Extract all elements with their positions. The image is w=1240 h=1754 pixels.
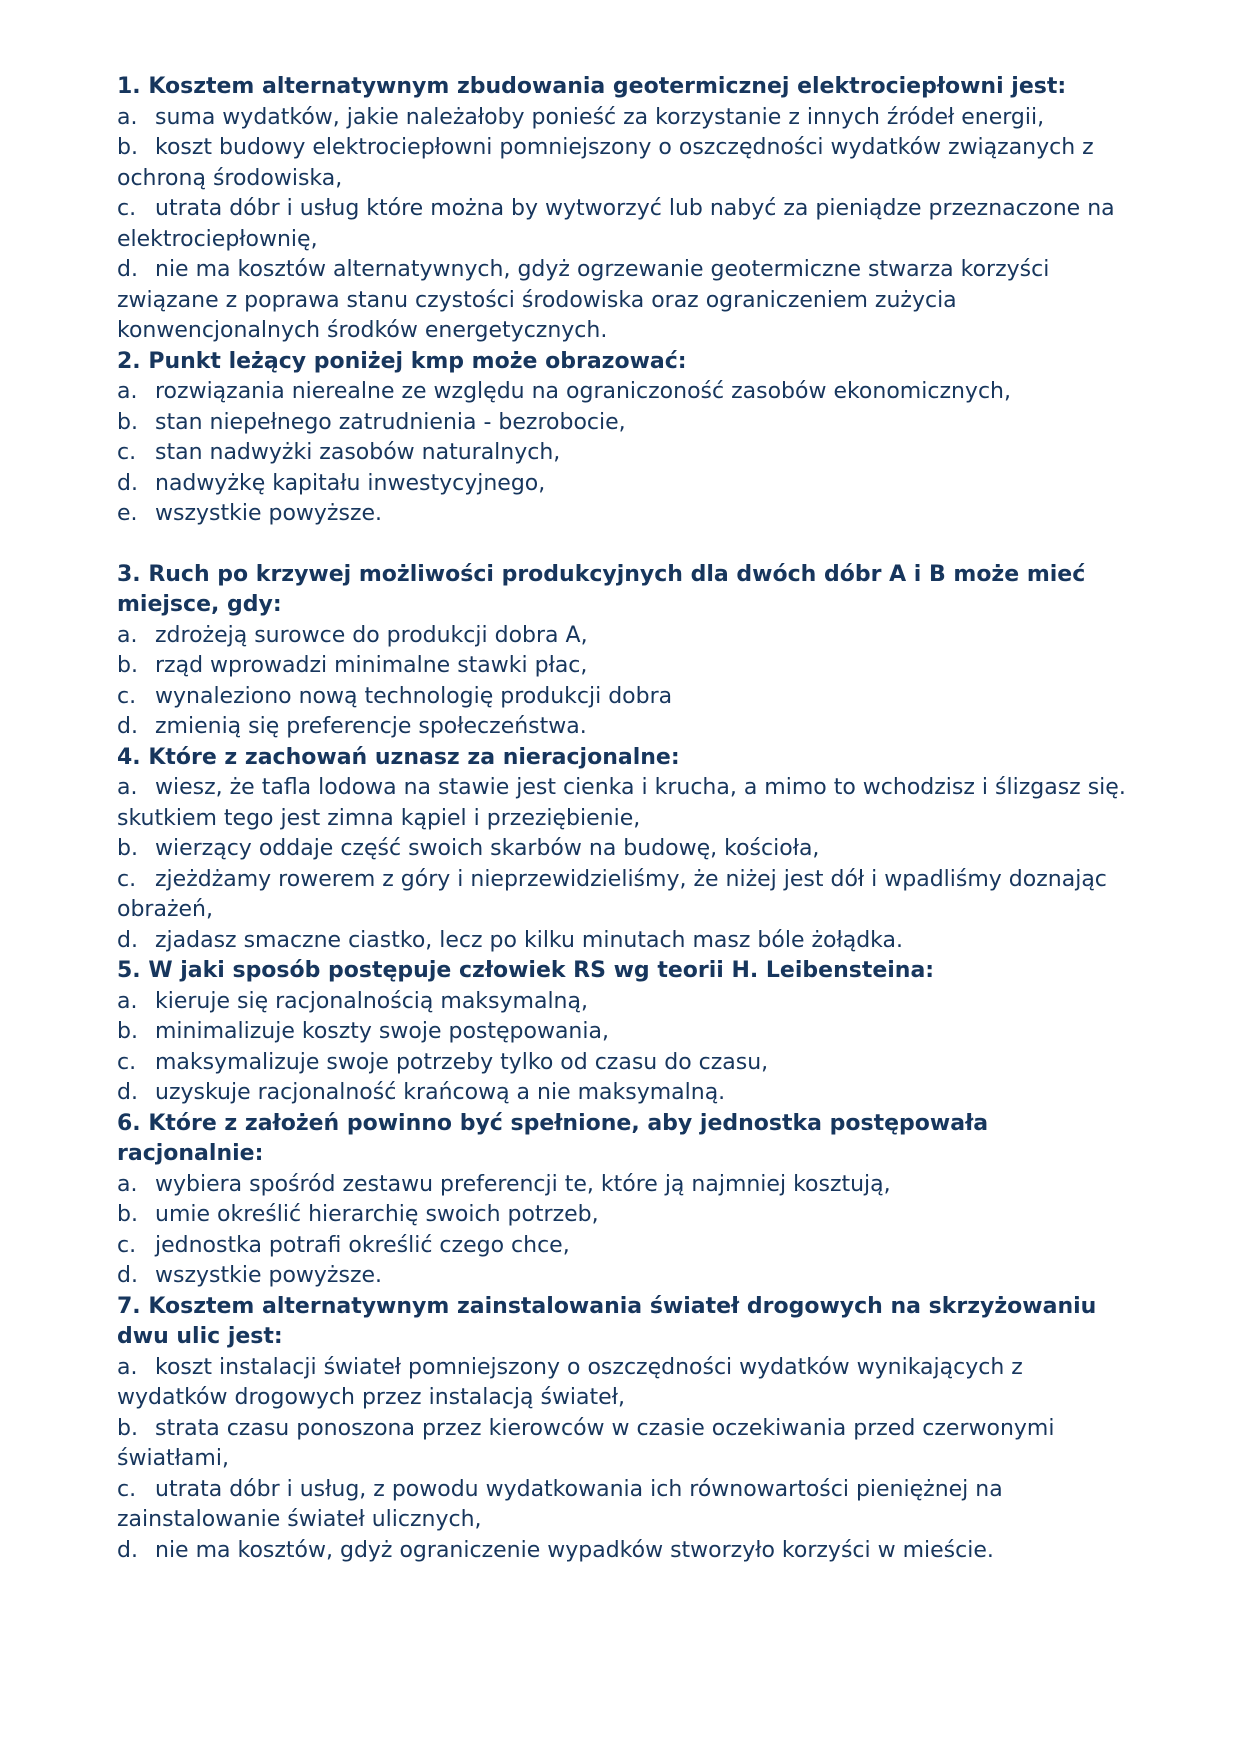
option-text: utrata dóbr i usług które można by wytworzyć lub nabyć za pieniądze przeznaczone na elektrociepłownię, [117,196,1115,252]
option-letter: b. [117,1415,138,1441]
question-title: 7. Kosztem alternatywnym zainstalowania świateł drogowych na skrzyżowaniu dwu ulic jest: [117,1293,1097,1349]
option-text: zmienią się preferencje społeczeństwa. [155,714,587,739]
option-letter: b. [117,1019,138,1044]
document-page [117,72,1137,1566]
option-text: kieruje się racjonalnością maksymalną, [155,988,588,1014]
option-text: wierzący oddaje część swoich skarbów na budowę, kościoła, [155,836,820,861]
option-text: zdrożeją surowce do produkcji dobra A, [155,622,588,648]
question-title: 3. Ruch po krzywej możliwości produkcyjnych dla dwóch dóbr A i B może mieć miejsce, gdy: [117,561,1086,617]
option-text: minimalizuje koszty swoje postępowania, [155,1019,609,1044]
answer-option [117,1261,1137,1292]
option-letter: c. [117,1049,137,1075]
question-title: 1. Kosztem alternatywnym zbudowania geotermicznej elektrociepłowni jest: [117,74,1067,99]
question-5 [117,956,1137,1109]
option-letter: d. [117,257,138,282]
option-letter: d. [117,470,138,496]
question-2 [117,347,1137,530]
answer-option [117,1048,1137,1079]
option-letter: a. [117,104,138,130]
answer-option [117,1475,1137,1536]
option-letter: c. [117,1476,137,1502]
question-title: 2. Punkt leżący poniżej kmp może obrazować: [117,348,687,374]
answer-option [117,1170,1137,1201]
answer-option [117,377,1137,408]
option-text: nie ma kosztów alternatywnych, gdyż ogrzewanie geotermiczne stwarza korzyści związane z poprawa stanu czystości środowiska oraz ograniczeniem zużycia konwencjonalnych środków energetycznych. [117,257,1050,343]
answer-option [117,194,1137,255]
option-letter: c. [117,1232,137,1258]
answer-option [117,926,1137,957]
option-text: koszt instalacji świateł pomniejszony o oszczędności wydatków wynikających z wydatków drogowych przez instalacją świateł, [117,1354,1023,1410]
option-letter: e. [117,501,138,526]
answer-option [117,651,1137,682]
question-7 [117,1292,1137,1567]
option-letter: d. [117,714,138,739]
answer-option [117,987,1137,1018]
option-text: zjadasz smaczne ciastko, lecz po kilku minutach masz bóle żołądka. [155,927,904,953]
option-letter: c. [117,683,137,709]
answer-option [117,712,1137,743]
answer-option [117,133,1137,194]
option-letter: d. [117,1537,138,1563]
question-title: 5. W jaki sposób postępuje człowiek RS wg teorii H. Leibensteina: [117,958,935,983]
option-letter: c. [117,440,137,465]
option-letter: c. [117,866,137,892]
answer-option [117,1231,1137,1262]
option-text: nie ma kosztów, gdyż ograniczenie wypadków stworzyło korzyści w mieście. [155,1537,994,1563]
option-letter: d. [117,1263,138,1288]
answer-option [117,865,1137,926]
option-text: strata czasu ponoszona przez kierowców w czasie oczekiwania przed czerwonymi światłami, [117,1415,1055,1471]
option-text: rozwiązania nierealne ze względu na ograniczoność zasobów ekonomicznych, [155,379,1011,404]
answer-option [117,1414,1137,1475]
option-text: stan niepełnego zatrudnienia - bezrobocie, [155,409,626,435]
option-text: wszystkie powyższe. [155,501,383,526]
option-text: rząd wprowadzi minimalne stawki płac, [155,653,588,678]
option-text: uzyskuje racjonalność krańcową a nie maksymalną. [155,1080,726,1105]
option-letter: b. [117,1202,138,1227]
option-letter: a. [117,1171,138,1197]
option-letter: b. [117,836,138,861]
option-text: wszystkie powyższe. [155,1263,383,1288]
answer-option [117,1200,1137,1231]
answer-option [117,682,1137,713]
answer-option [117,255,1137,347]
option-letter: a. [117,1354,138,1380]
question-1 [117,72,1137,347]
option-text: maksymalizuje swoje potrzeby tylko od czasu do czasu, [155,1049,769,1075]
answer-option [117,499,1137,530]
option-letter: b. [117,135,138,160]
question-4 [117,743,1137,957]
option-letter: c. [117,196,137,221]
blank-line [117,530,1137,560]
answer-option [117,438,1137,469]
option-letter: b. [117,653,138,678]
option-text: wiesz, że tafla lodowa na stawie jest cienka i krucha, a mimo to wchodzisz i ślizgasz się. skutkiem tego jest zimna kąpiel i przeziębienie, [117,775,1126,831]
option-letter: a. [117,775,138,800]
question-3 [117,560,1137,743]
option-letter: d. [117,1080,138,1105]
option-text: zjeżdżamy rowerem z góry i nieprzewidzieliśmy, że niżej jest dół i wpadliśmy doznając obrażeń, [117,866,1107,922]
answer-option [117,773,1137,834]
answer-option [117,834,1137,865]
option-letter: b. [117,409,138,435]
option-letter: a. [117,379,138,404]
option-letter: d. [117,927,138,953]
answer-option [117,408,1137,439]
option-text: koszt budowy elektrociepłowni pomniejszony o oszczędności wydatków związanych z ochroną środowiska, [117,135,1094,191]
option-text: jednostka potrafi określić czego chce, [155,1232,570,1258]
option-text: utrata dóbr i usług, z powodu wydatkowania ich równowartości pieniężnej na zainstalowanie świateł ulicznych, [117,1476,1003,1532]
answer-option [117,103,1137,134]
answer-option [117,1353,1137,1414]
option-text: stan nadwyżki zasobów naturalnych, [155,440,561,465]
option-letter: a. [117,622,138,648]
option-text: wybiera spośród zestawu preferencji te, które ją najmniej kosztują, [155,1171,891,1197]
question-6 [117,1109,1137,1292]
option-letter: a. [117,988,138,1014]
answer-option [117,1078,1137,1109]
question-title: 4. Które z zachowań uznasz za nieracjonalne: [117,744,680,770]
answer-option [117,1536,1137,1567]
option-text: nadwyżkę kapitału inwestycyjnego, [155,470,546,496]
option-text: umie określić hierarchię swoich potrzeb, [155,1202,599,1227]
question-title: 6. Które z założeń powinno być spełnione, aby jednostka postępowała racjonalnie: [117,1110,989,1166]
option-text: wynaleziono nową technologię produkcji dobra [155,683,673,709]
answer-option [117,469,1137,500]
answer-option [117,1017,1137,1048]
option-text: suma wydatków, jakie należałoby ponieść za korzystanie z innych źródeł energii, [155,104,1045,130]
answer-option [117,621,1137,652]
